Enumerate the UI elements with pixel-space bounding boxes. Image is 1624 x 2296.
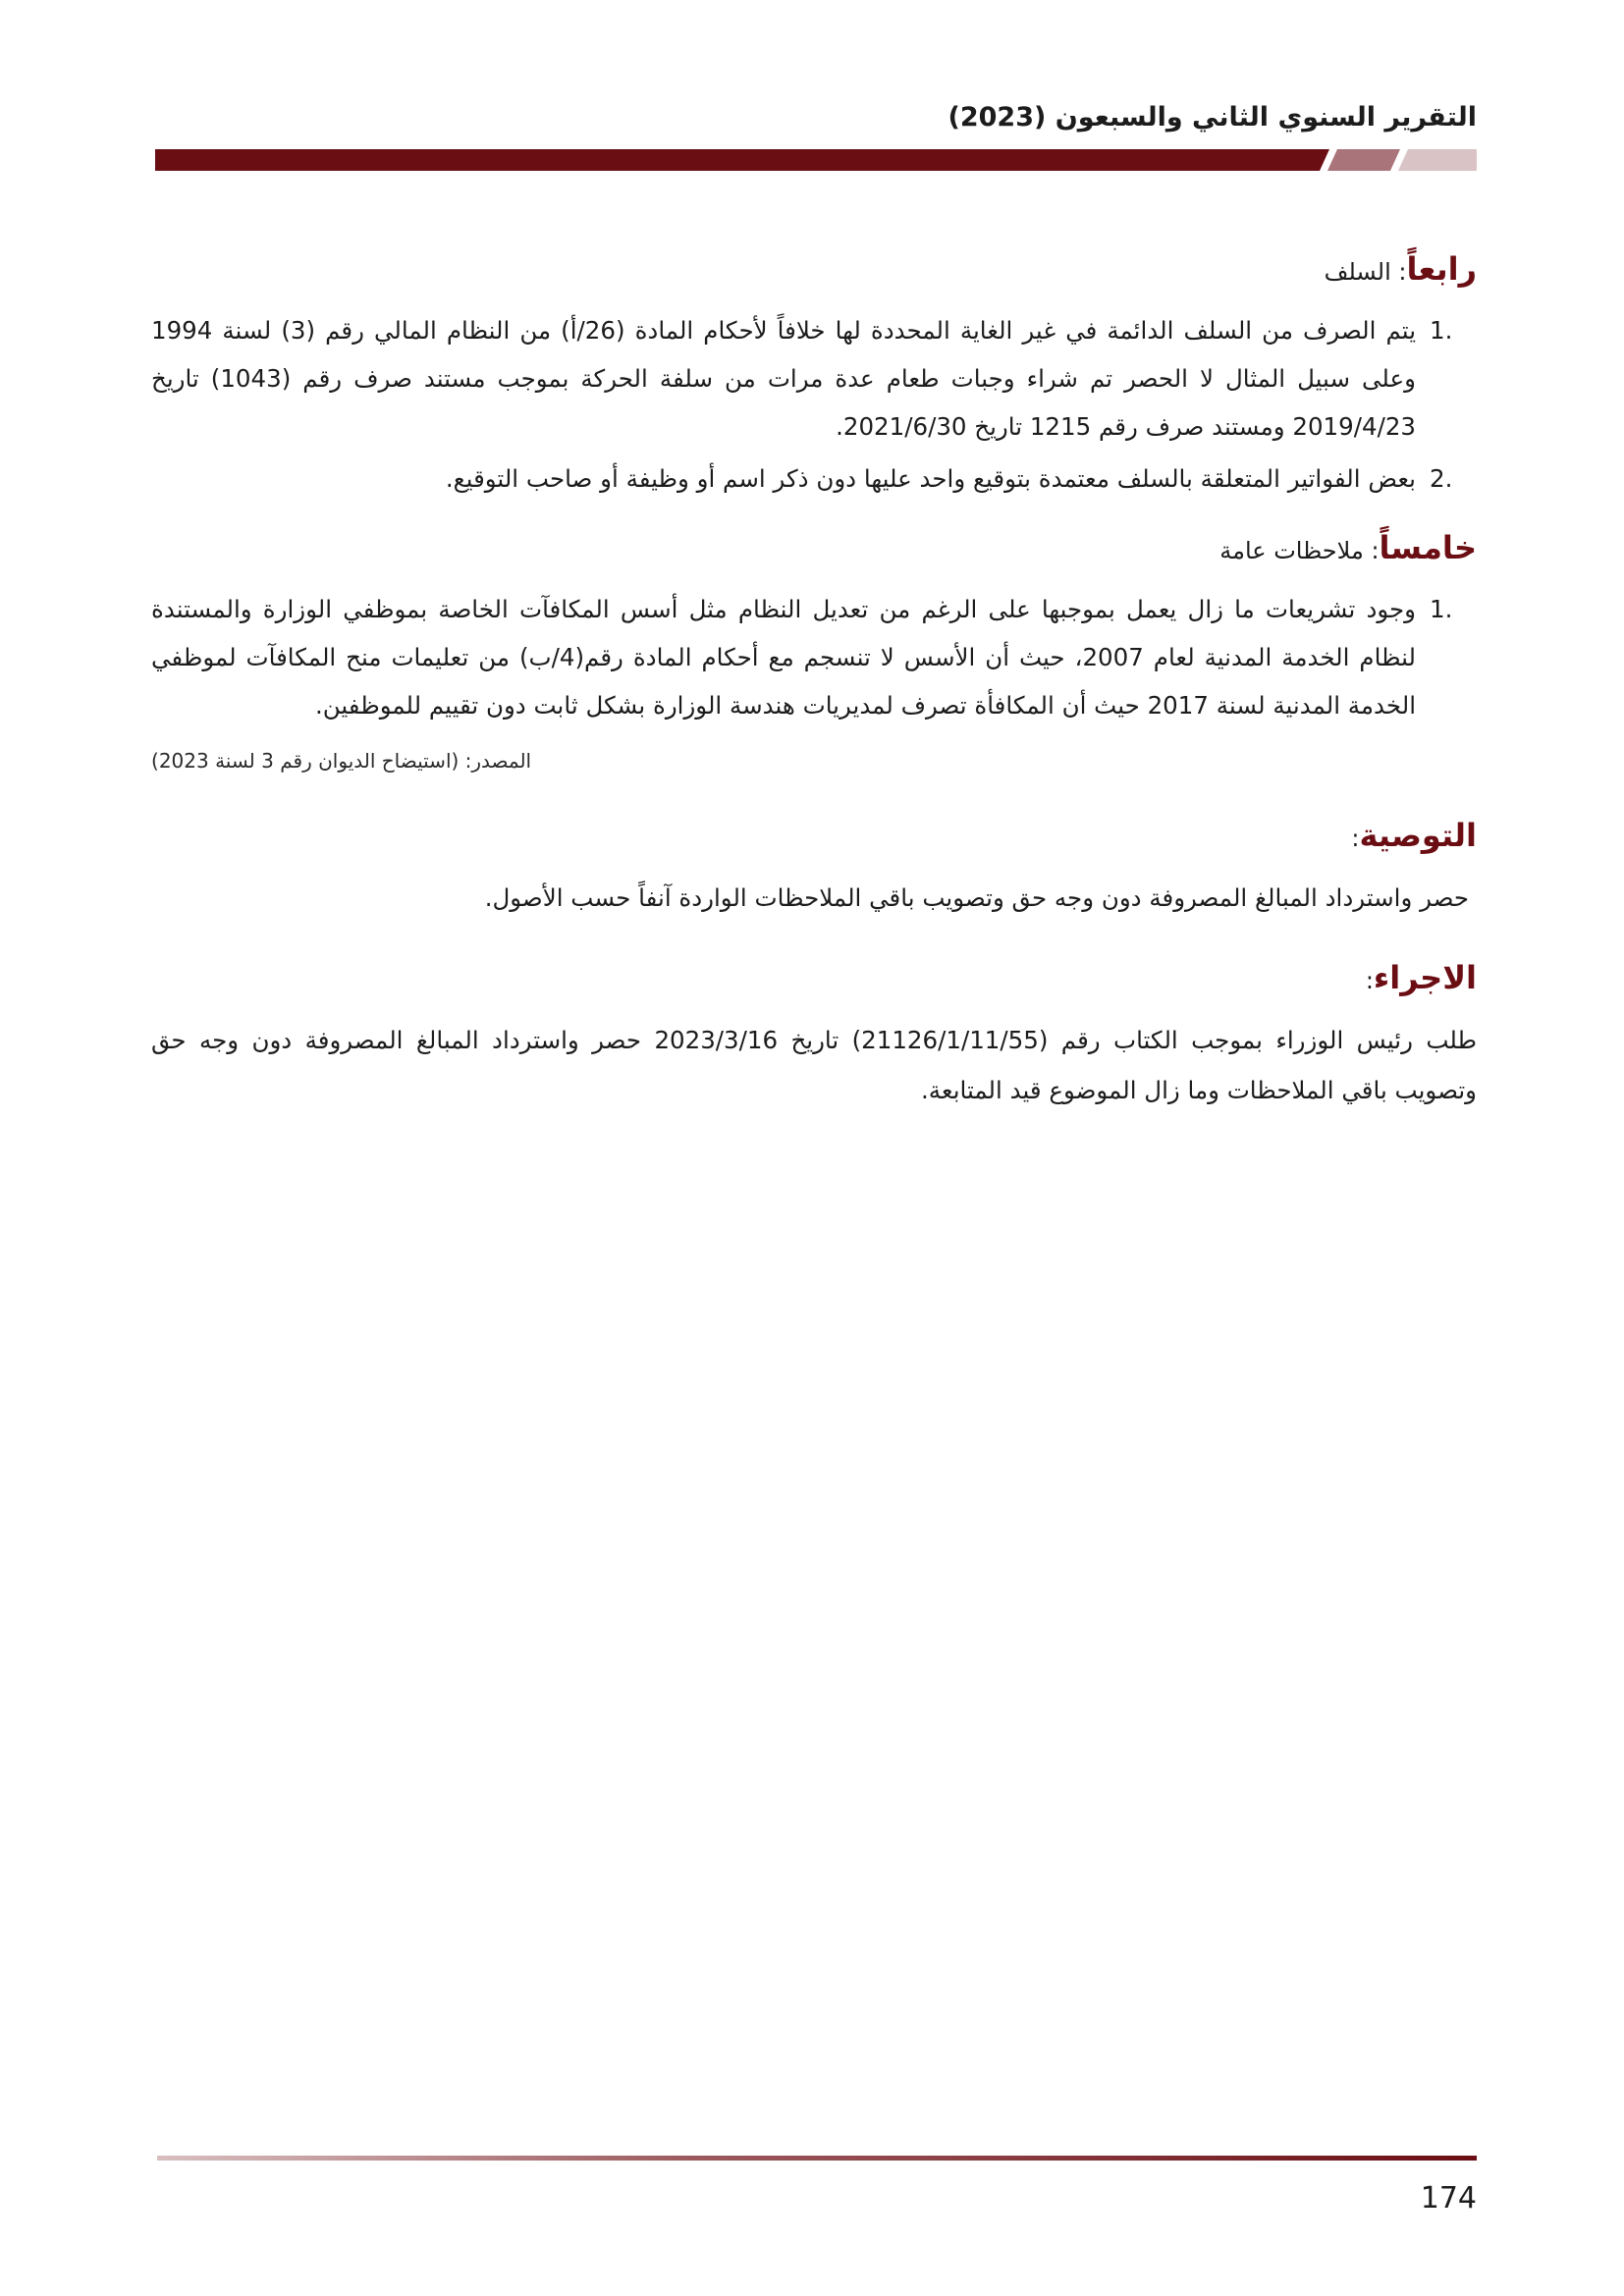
- section-4-list: [151, 306, 1477, 503]
- list-item-number: 1.: [1430, 316, 1453, 345]
- footer-divider: [157, 2156, 1477, 2161]
- action-heading-suffix: :: [1365, 967, 1374, 994]
- section-5-list: [151, 585, 1477, 729]
- report-running-header: التقرير السنوي الثاني والسبعون (2023): [947, 102, 1477, 133]
- list-item: [151, 306, 1477, 451]
- section-4-heading-main: رابعاً: [1406, 250, 1477, 288]
- action-heading-main: الاجراء: [1373, 959, 1477, 996]
- recommendation-heading-suffix: :: [1351, 825, 1360, 852]
- recommendation-text: حصر واسترداد المبالغ المصروفة دون وجه حق وتصويب باقي الملاحظات الواردة آنفاً حسب الأصول.: [484, 883, 1469, 912]
- section-4-heading: [151, 245, 1477, 293]
- action-text: طلب رئيس الوزراء بموجب الكتاب رقم (21126/1/11/55) تاريخ 2023/3/16 حصر واسترداد المبالغ المصروفة دون وجه حق وتصويب باقي الملاحظات وما زال الموضوع قيد المتابعة.: [151, 1026, 1477, 1104]
- header-decorative-bar: [155, 149, 1477, 171]
- action-heading: [151, 954, 1477, 1001]
- page-number: 174: [1420, 2181, 1477, 2216]
- header-bar-mid-segment: [1327, 149, 1400, 171]
- list-item: [151, 585, 1477, 729]
- list-item-text: وجود تشريعات ما زال يعمل بموجبها على الرغم من تعديل النظام مثل أسس المكافآت الخاصة بموظفي الوزارة والمستندة لنظام الخدمة المدنية لعام 2007، حيث أن الأسس لا تنسجم مع أحكام المادة رقم(4/ب) من تعليمات منح المكافآت لموظفي الخدمة المدنية لسنة 2017 حيث أن المكافأة تصرف لمديريات هندسة الوزارة بشكل ثابت دون تقييم للموظفين.: [151, 595, 1417, 720]
- section-5-heading-main: خامساً: [1379, 529, 1477, 566]
- section-5-heading: [151, 524, 1477, 571]
- recommendation-heading: [151, 812, 1477, 859]
- header-bar-main-segment: [155, 149, 1329, 171]
- list-item-number: 2.: [1430, 464, 1453, 493]
- recommendation-heading-main: التوصية: [1359, 817, 1477, 854]
- list-item-text: بعض الفواتير المتعلقة بالسلف معتمدة بتوقيع واحد عليها دون ذكر اسم أو وظيفة أو صاحب التوقيع.: [445, 464, 1416, 493]
- list-item: [151, 454, 1477, 503]
- list-item-number: 1.: [1430, 595, 1453, 623]
- page-content: [151, 245, 1477, 1129]
- source-note: المصدر: (استيضاح الديوان رقم 3 لسنة 2023): [151, 749, 532, 773]
- section-4-heading-suffix: : السلف: [1324, 258, 1407, 286]
- list-item-text: يتم الصرف من السلف الدائمة في غير الغاية المحددة لها خلافاً لأحكام المادة (26/أ) من النظام المالي رقم (3) لسنة 1994 وعلى سبيل المثال لا الحصر تم شراء وجبات طعام عدة مرات من سلفة الحركة بموجب مستند صرف رقم (1043) تاريخ 2019/4/23 ومستند صرف رقم 1215 تاريخ 2021/6/30.: [151, 316, 1417, 441]
- header-bar-light-segment: [1398, 149, 1477, 171]
- section-5-heading-suffix: : ملاحظات عامة: [1219, 537, 1380, 564]
